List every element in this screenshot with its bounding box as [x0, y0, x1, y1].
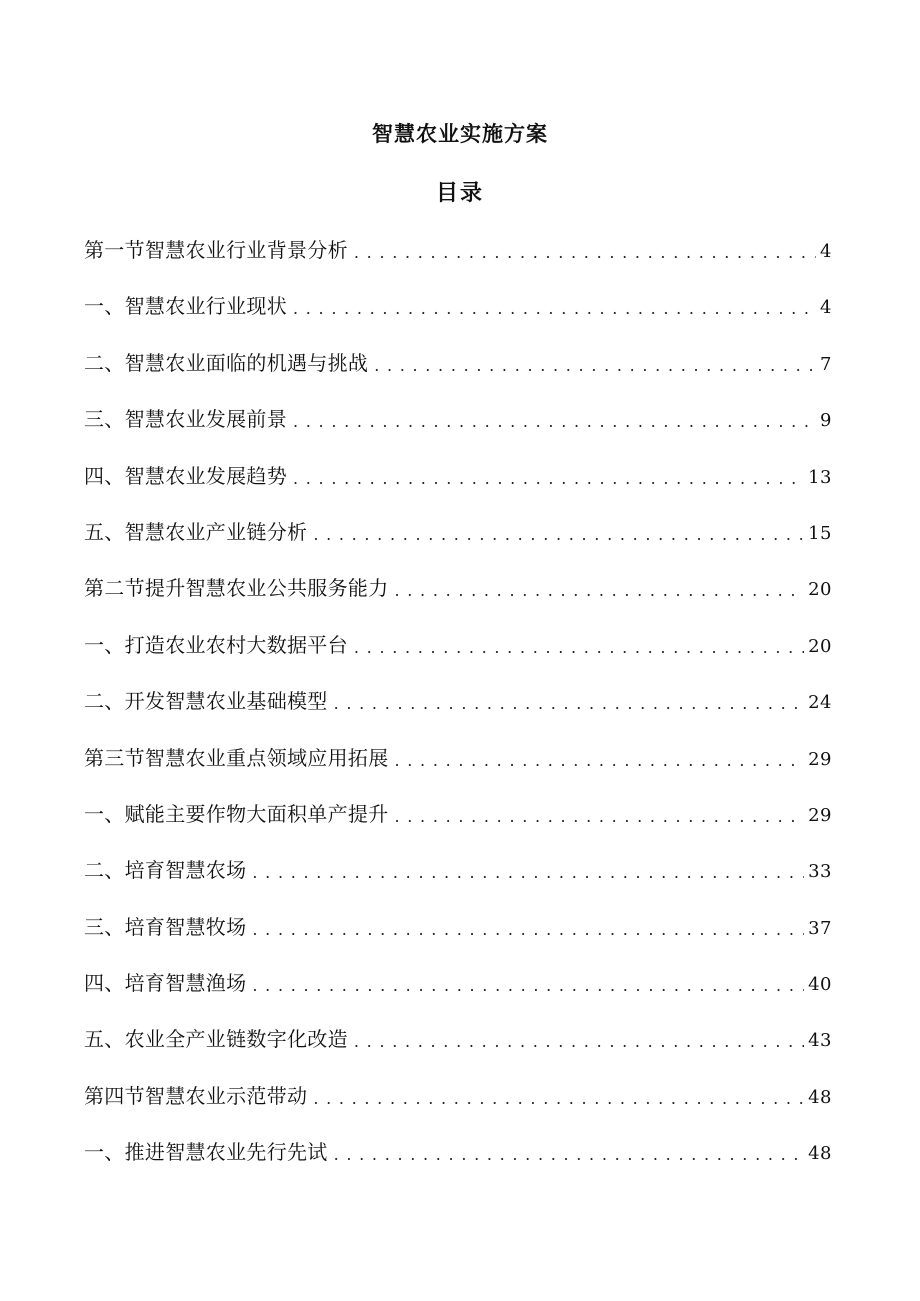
toc-dot-leader	[252, 857, 804, 889]
toc-entry-label: 三、培育智慧牧场	[84, 914, 247, 939]
toc-dot-leader	[354, 632, 804, 664]
toc-entry-page: 20	[808, 635, 832, 657]
toc-entry[interactable]	[84, 290, 832, 346]
toc-entry-label: 二、智慧农业面临的机遇与挑战	[84, 350, 369, 375]
toc-entry-label: 五、农业全产业链数字化改造	[84, 1027, 348, 1052]
toc-dot-leader	[313, 1083, 804, 1115]
toc-entry[interactable]	[84, 685, 832, 741]
toc-entry-label: 三、智慧农业发展前景	[84, 407, 287, 432]
toc-entry-label: 一、智慧农业行业现状	[84, 294, 287, 319]
toc-dot-leader	[252, 914, 804, 946]
toc-entry-page: 29	[808, 748, 832, 770]
toc-dot-leader	[395, 801, 805, 833]
toc-dot-leader	[293, 463, 804, 495]
toc-dot-leader	[334, 688, 804, 720]
toc-entry-page: 4	[820, 297, 832, 319]
toc-entry[interactable]	[84, 460, 832, 516]
toc-entry-page: 48	[808, 1143, 832, 1165]
toc-entry-page: 9	[820, 410, 832, 432]
toc-entry-page: 33	[808, 861, 832, 883]
toc-entry-label: 第四节智慧农业示范带动	[84, 1083, 308, 1108]
toc-entry[interactable]	[84, 234, 832, 290]
toc-entry[interactable]	[84, 798, 832, 854]
toc-dot-leader	[334, 1139, 804, 1171]
toc-entry-label: 第三节智慧农业重点领域应用拓展	[84, 745, 389, 770]
toc-entry-label: 第二节提升智慧农业公共服务能力	[84, 576, 389, 601]
toc-entry-label: 二、开发智慧农业基础模型	[84, 689, 328, 714]
toc-entry[interactable]	[84, 911, 832, 967]
toc-entry[interactable]	[84, 629, 832, 685]
toc-entry-page: 29	[808, 804, 832, 826]
toc-entry-label: 一、推进智慧农业先行先试	[84, 1140, 328, 1165]
toc-dot-leader	[252, 970, 804, 1002]
toc-entry[interactable]	[84, 854, 832, 910]
toc-entry-label: 第一节智慧农业行业背景分析	[84, 238, 348, 262]
toc-entry[interactable]	[84, 403, 832, 459]
toc-entry-page: 48	[808, 1086, 832, 1108]
toc-entry-page: 7	[820, 353, 832, 375]
toc-entry[interactable]	[84, 1023, 832, 1079]
toc-entry-label: 二、培育智慧农场	[84, 858, 247, 883]
toc-dot-leader	[293, 293, 816, 325]
toc-entry-label: 四、智慧农业发展趋势	[84, 463, 287, 488]
toc-entry[interactable]	[84, 967, 832, 1023]
toc-entry[interactable]	[84, 347, 832, 403]
table-of-contents	[84, 234, 832, 1193]
toc-entry-page: 24	[808, 692, 832, 714]
toc-entry[interactable]	[84, 742, 832, 798]
toc-heading: 目录	[435, 180, 484, 206]
toc-entry-page: 4	[820, 241, 832, 262]
toc-dot-leader	[293, 406, 816, 438]
toc-entry-label: 五、智慧农业产业链分析	[84, 519, 308, 544]
document-title: 智慧农业实施方案	[372, 121, 548, 146]
toc-entry-page: 15	[808, 522, 832, 544]
toc-dot-leader	[354, 237, 816, 269]
toc-entry-label: 四、培育智慧渔场	[84, 971, 247, 996]
toc-entry[interactable]	[84, 516, 832, 572]
toc-entry-page: 40	[808, 974, 832, 996]
toc-entry[interactable]	[84, 1080, 832, 1136]
toc-entry-page: 37	[808, 917, 832, 939]
toc-dot-leader	[374, 350, 816, 382]
toc-entry-page: 43	[808, 1030, 832, 1052]
toc-dot-leader	[313, 519, 804, 551]
toc-dot-leader	[354, 1026, 804, 1058]
toc-dot-leader	[395, 745, 805, 777]
toc-entry-label: 一、赋能主要作物大面积单产提升	[84, 801, 389, 826]
toc-entry[interactable]	[84, 1136, 832, 1192]
toc-dot-leader	[395, 575, 805, 607]
toc-entry-label: 一、打造农业农村大数据平台	[84, 632, 348, 657]
toc-entry-page: 13	[808, 466, 832, 488]
toc-entry[interactable]	[84, 572, 832, 628]
toc-entry-page: 20	[808, 579, 832, 601]
